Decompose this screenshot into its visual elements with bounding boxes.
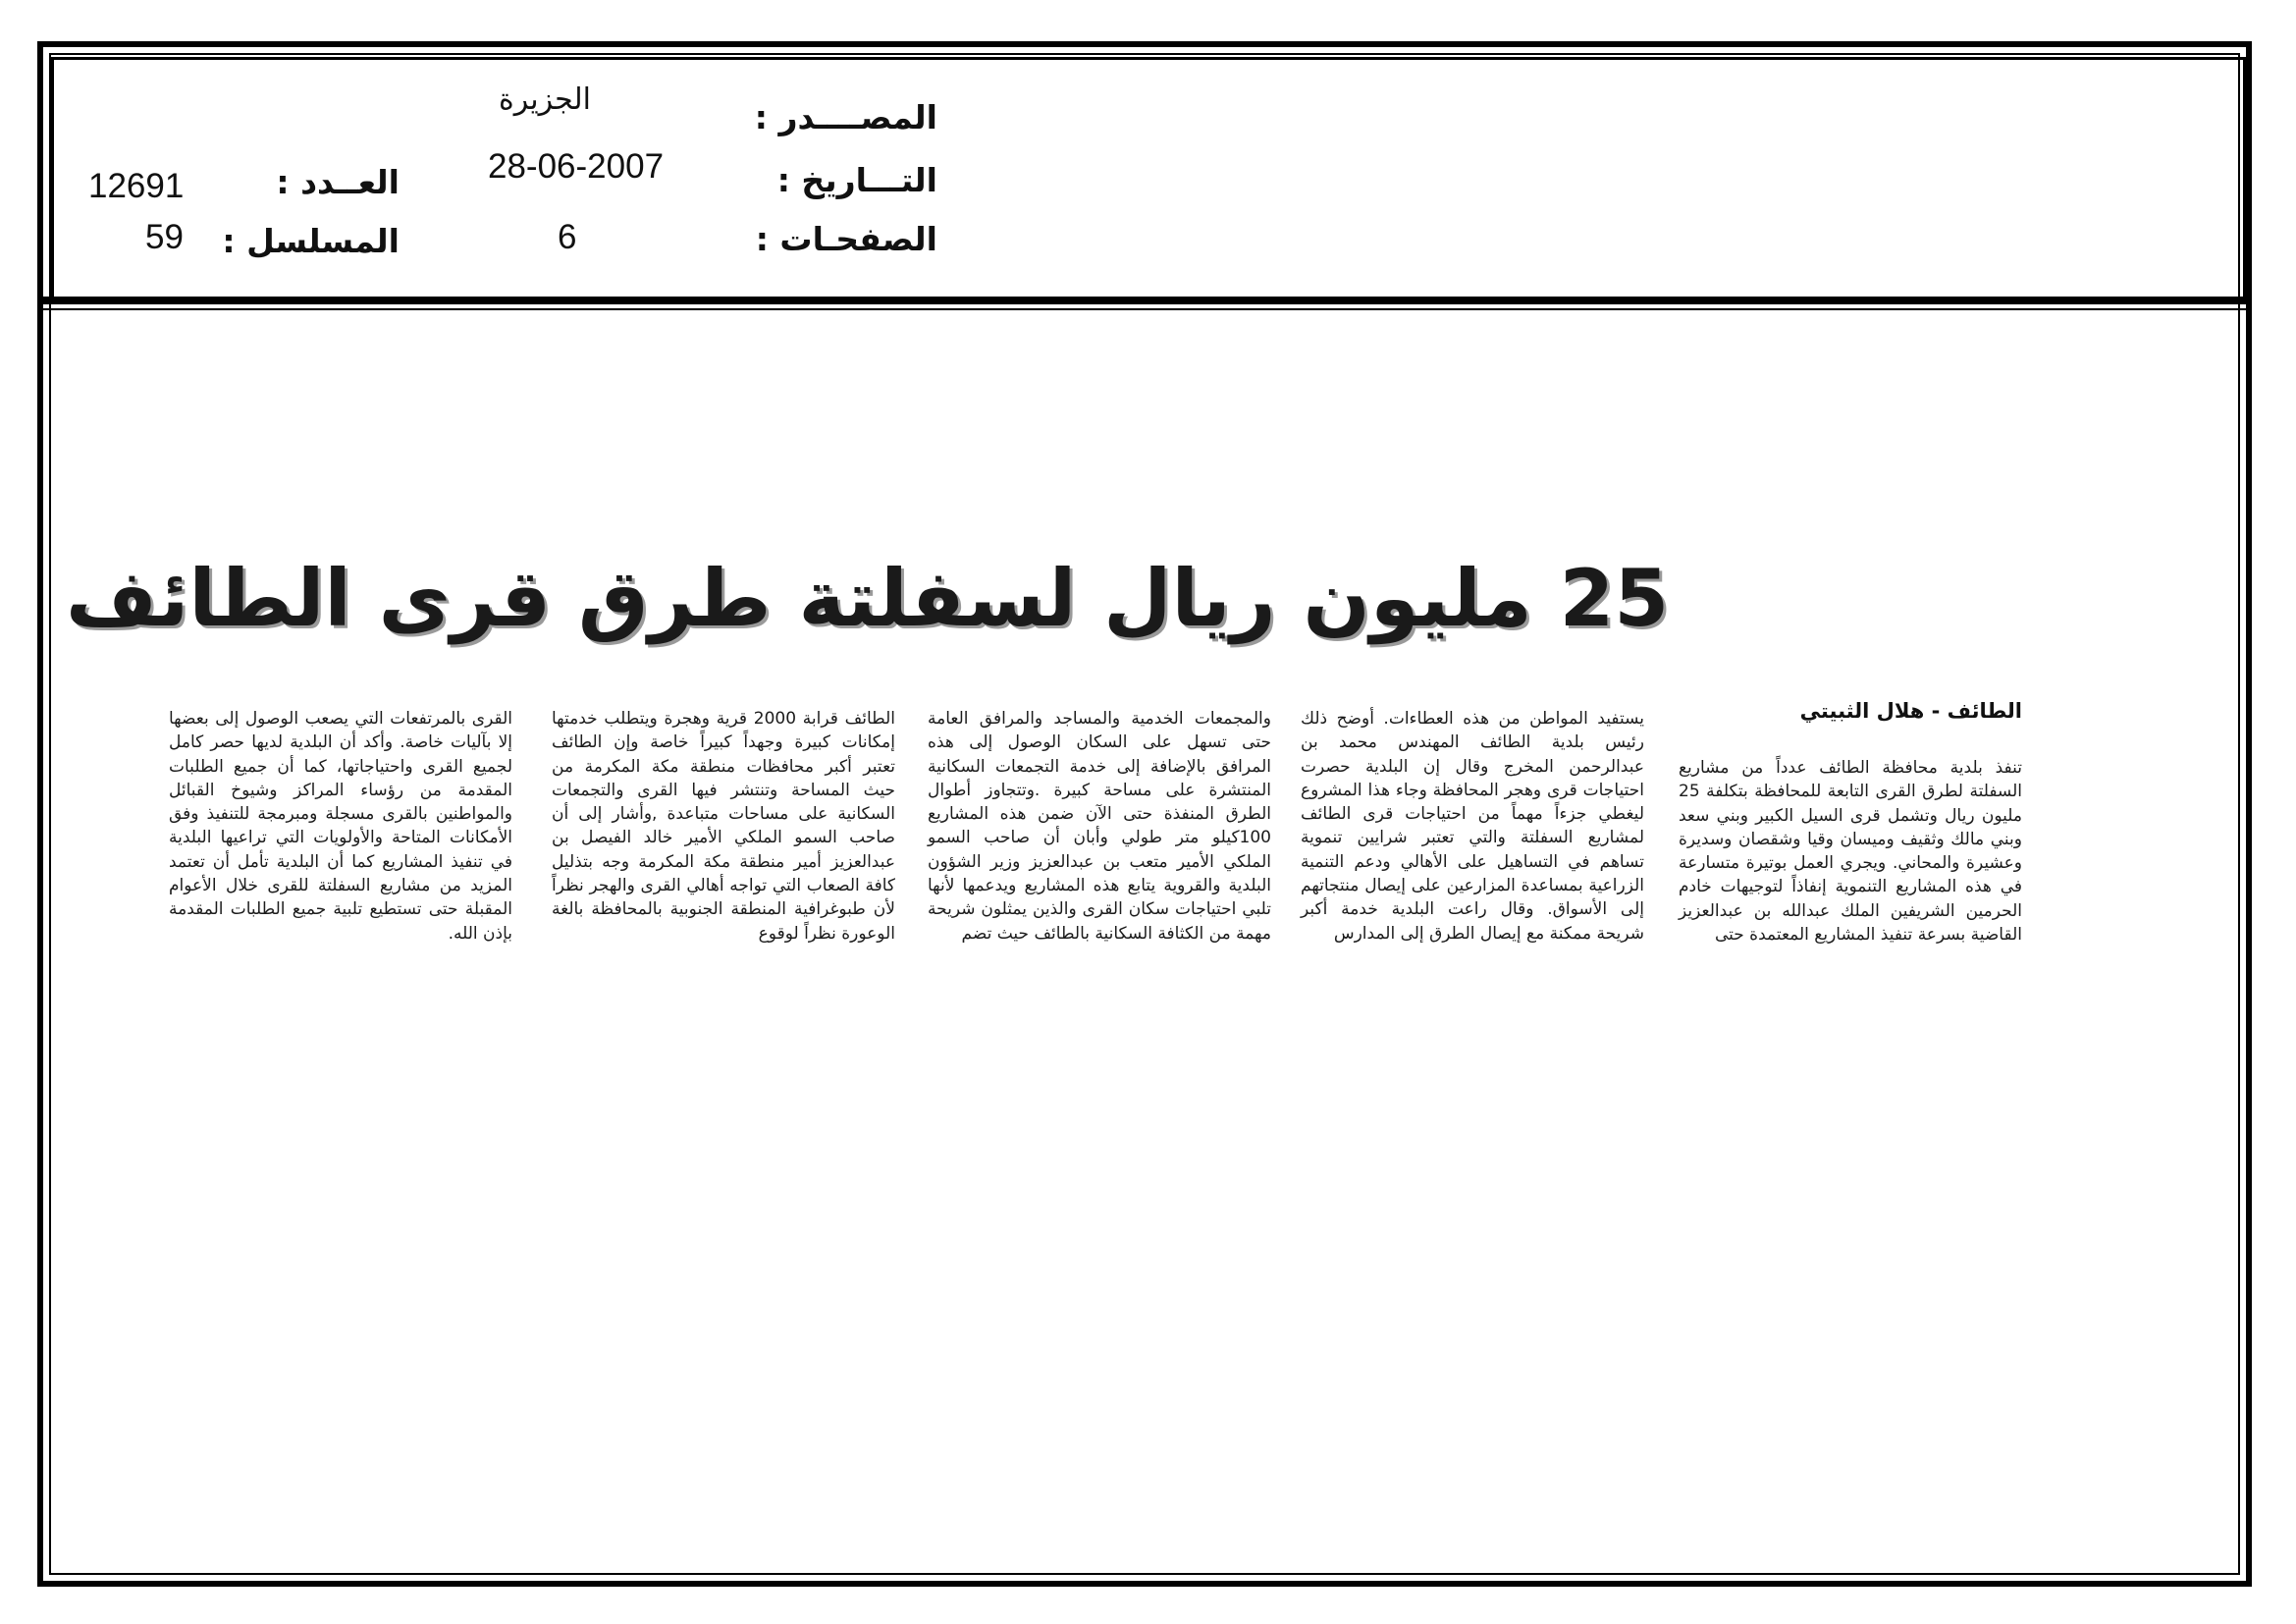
date-value: 28-06-2007: [488, 147, 665, 186]
issue-value: 12691: [88, 167, 185, 205]
article-column: [1301, 707, 1644, 946]
issue-label: العــدد :: [276, 163, 400, 201]
serial-value: 59: [145, 218, 184, 256]
header-divider: [43, 297, 2248, 304]
column-text: يستفيد المواطن من هذه العطاءات. أوضح ذلك رئيس بلدية الطائف المهندس محمد بن عبدالرحمن المخرج وقال إن البلدية حصرت احتياجات قرى وهجر المحافظة وجاء هذا المشروع ليغطي جزءاً مهماً من احتياجات قرى الطائف لمشاريع السفلتة والتي تعتبر شرايين تنموية تساهم في التساهيل على الأهالي ودعم التنمية الزراعية بمساعدة المزارعين على إيصال منتجاتهم إلى الأسواق. وقال راعت البلدية خدمة أكبر شريحة ممكنة مع إيصال الطرق إلى المدارس: [1301, 709, 1644, 944]
source-label: المصــــدر :: [754, 98, 937, 136]
pages-label: الصفحـات :: [755, 220, 937, 258]
article-column: [169, 707, 512, 946]
article-column: [552, 707, 895, 946]
article-headline: 25 مليون ريال لسفلتة طرق قرى الطائف: [66, 553, 1669, 644]
serial-label: المسلسل :: [222, 222, 400, 260]
article-column: [928, 707, 1271, 946]
column-text: القرى بالمرتفعات التي يصعب الوصول إلى بعضها إلا بآليات خاصة. وأكد أن البلدية لديها حصر كامل لجميع القرى واحتياجاتها، كما أن جميع الطلبات المقدمة من رؤساء المراكز وشيوخ القبائل والمواطنين بالقرى مسجلة ومبرمجة للتنفيذ وفق الأمكانات المتاحة والأولويات التي تراعيها البلدية في تنفيذ المشاريع كما أن البلدية تأمل أن تعتمد المزيد من مشاريع السفلتة للقرى خلال الأعوام المقبلة حتى تستطيع تلبية جميع الطلبات المقدمة بإذن الله.: [169, 709, 512, 944]
date-label: التـــاريخ :: [776, 161, 937, 199]
source-value: الجزيرة: [498, 82, 591, 117]
column-text: تنفذ بلدية محافظة الطائف عدداً من مشاريع السفلتة لطرق القرى التابعة للمحافظة بتكلفة 25 مليون ريال وتشمل قرى السيل الكبير وبني سعد وبني مالك وثقيف وميسان وقيا وشقصان وسديرة وعشيرة والمحاني. ويجري العمل بوتيرة متسارعة في هذه المشاريع التنموية إنفاذاً لتوجيهات خادم الحرمين الشريفين الملك عبدالله بن عبدالعزيز القاضية بسرعة تنفيذ المشاريع المعتمدة حتى: [1679, 758, 2022, 946]
pages-value: 6: [558, 218, 577, 256]
article-column: [1679, 756, 2022, 947]
header-divider-thin: [43, 308, 2248, 310]
article-byline: الطائف - هلال الثبيتي: [1799, 699, 2022, 723]
column-text: والمجمعات الخدمية والمساجد والمرافق العامة حتى تسهل على السكان الوصول إلى هذه المرافق بالإضافة إلى خدمة التجمعات السكانية المنتشرة على مساحة كبيرة .وتتجاوز أطوال الطرق المنفذة حتى الآن ضمن هذه المشاريع 100كيلو متر طولي وأبان أن صاحب السمو الملكي الأمير متعب بن عبدالعزيز وزير الشؤون البلدية والقروية يتابع هذه المشاريع ويدعمها لأنها تلبي احتياجات سكان القرى والذين يمثلون شريحة مهمة من الكثافة السكانية بالطائف حيث تضم: [928, 709, 1271, 944]
column-text: الطائف قرابة 2000 قرية وهجرة ويتطلب خدمتها إمكانات كبيرة وجهداً كبيراً خاصة وإن الطائف تعتبر أكبر محافظات منطقة مكة المكرمة من حيث المساحة وتنتشر فيها القرى والتجمعات السكانية على مساحات متباعدة ,وأشار إلى أن صاحب السمو الملكي الأمير خالد الفيصل بن عبدالعزيز أمير منطقة مكة المكرمة وجه بتذليل كافة الصعاب التي تواجه أهالي القرى والهجر نظراً لأن طبوغرافية المنطقة الجنوبية بالمحافظة بالغة الوعورة نظراً لوقوع: [552, 709, 895, 944]
